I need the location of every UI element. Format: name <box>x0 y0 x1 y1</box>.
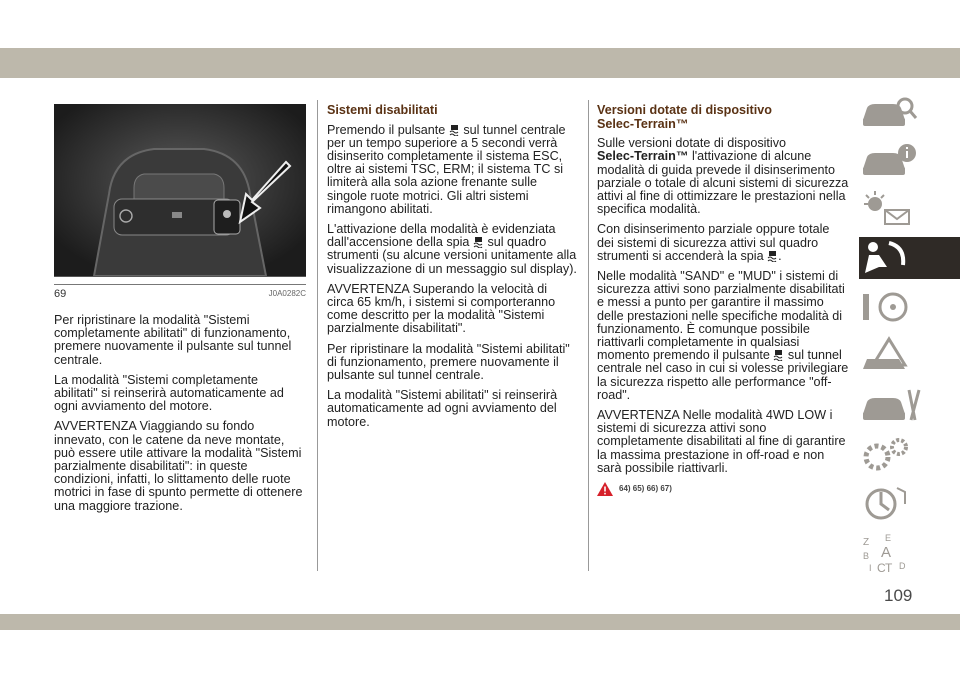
paragraph <box>327 223 577 276</box>
svg-text:B: B <box>863 551 870 561</box>
paragraph: AVVERTENZA Nelle modalità 4WD LOW i sistemi di sicurezza attivi sono completamente disabilitati al fine di garantire la massima prestazione in off-road e non sarà possibile riattivarli. <box>597 408 846 475</box>
media-nav-icon <box>859 482 960 524</box>
lights-message-icon <box>859 188 960 230</box>
esc-off-icon <box>767 250 778 262</box>
text: . <box>778 248 782 263</box>
text: Con disinserimento parziale oppure totale dei sistemi di sicurezza attivi sul quadro strumenti si accenderà la spia <box>597 222 830 263</box>
paragraph <box>597 223 849 263</box>
esc-off-icon <box>773 349 784 361</box>
paragraph <box>327 124 577 216</box>
paragraph: Per ripristinare la modalità "Sistemi completamente abilitati" di funzionamento, premere nuovamente il pulsante sul tunnel centrale. <box>54 313 292 367</box>
figure-code: J0A0282C <box>268 289 306 298</box>
tab-multimedia[interactable] <box>859 482 960 524</box>
tab-technical[interactable] <box>859 433 960 475</box>
svg-text:A: A <box>881 544 892 561</box>
text-bold: Selec-Terrain™ <box>597 149 689 164</box>
tab-safety[interactable] <box>859 237 960 279</box>
figure-caption <box>54 284 306 300</box>
tab-index[interactable] <box>859 531 960 573</box>
esc-off-icon <box>473 236 484 248</box>
svg-text:C: C <box>877 561 886 573</box>
tab-maintenance[interactable] <box>859 384 960 426</box>
page-number: 109 <box>884 586 913 605</box>
svg-text:E: E <box>885 533 892 543</box>
car-tools-icon <box>859 384 960 426</box>
figure-photo <box>54 104 306 277</box>
text: l'attivazione di alcune modalità di guida prevede il disinserimento parziale o totale di alcuni sistemi di sicurezza attivi al fine di ottimizzare le prestazioni nella specifica modalità. <box>597 149 849 217</box>
tab-car-search[interactable] <box>859 90 960 132</box>
tab-driving[interactable] <box>859 286 960 328</box>
heading-line: Versioni dotate di dispositivo <box>597 103 772 117</box>
text: L'attivazione della modalità è evidenziata dall'accensione della spia <box>327 222 556 250</box>
column-divider <box>588 100 589 571</box>
gears-icon <box>859 433 960 475</box>
text: sul tunnel centrale nel caso in cui si volesse privilegiare la sicurezza rispetto alle performance "off-road". <box>597 348 849 402</box>
text: sul quadro strumenti (su alcune versioni unitamente alla visualizzazione di un messaggio sul display). <box>327 235 577 276</box>
column-3 <box>597 104 849 496</box>
tab-lights-message[interactable] <box>859 188 960 230</box>
warning-reference <box>597 482 849 496</box>
car-search-icon <box>859 90 960 132</box>
airbag-person-icon <box>859 237 960 279</box>
bottom-band <box>0 614 960 630</box>
paragraph: AVVERTENZA Viaggiando su fondo innevato, con le catene da neve montate, può essere utile attivare la modalità "Sistemi parzialmente disabilitati": in queste condizioni, infatti, lo slittamento delle ruote motrici in fase di spunto permette di ottenere una maggiore trazione. <box>54 419 303 513</box>
alphabet-index-icon <box>859 531 960 573</box>
svg-text:T: T <box>885 561 893 573</box>
tab-car-info[interactable] <box>859 139 960 181</box>
esc-off-icon <box>449 124 460 136</box>
top-band <box>0 48 960 78</box>
svg-text:I: I <box>869 563 872 573</box>
svg-text:D: D <box>899 561 906 571</box>
paragraph <box>597 137 849 216</box>
column-2 <box>327 104 577 436</box>
warning-triangle-icon <box>597 482 613 496</box>
section-heading <box>597 104 849 131</box>
heading-line: Selec-Terrain™ <box>597 116 689 131</box>
svg-text:Z: Z <box>863 537 870 548</box>
section-heading: Sistemi disabilitati <box>327 103 438 117</box>
paragraph: AVVERTENZA Superando la velocità di circa 65 km/h, i sistemi si comporteranno come descritto per la modalità "Sistemi parzialmente disabilitati". <box>327 281 556 336</box>
figure-number: 69 <box>54 288 67 300</box>
column-1 <box>54 314 304 520</box>
warning-road-icon <box>859 335 960 377</box>
paragraph <box>597 270 849 402</box>
text: Nelle modalità "SAND" e "MUD" i sistemi di sicurezza attivi sono parzialmente disabilitati e messi a punto per garantire il massimo delle prestazioni nelle specifiche modalità di funzionamento. È comunque possibile riattivarli completamente in qualsiasi momento premendo il pulsante <box>597 269 845 363</box>
paragraph: La modalità "Sistemi abilitati" si reinserirà automaticamente ad ogni avviamento del motore. <box>327 388 558 429</box>
car-info-icon <box>859 139 960 181</box>
paragraph: La modalità "Sistemi completamente abilitati" si reinserirà automaticamente ad ogni avviamento del motore. <box>54 372 284 414</box>
warning-refs[interactable]: 64) 65) 66) 67) <box>619 484 672 494</box>
paragraph: Per ripristinare la modalità "Sistemi abilitati" di funzionamento, premere nuovamente il pulsante sul tunnel centrale. <box>327 341 570 383</box>
text: Premendo il pulsante <box>327 122 446 137</box>
text: Sulle versioni dotate di dispositivo <box>597 136 787 151</box>
steering-fuel-icon <box>859 286 960 328</box>
tab-emergency[interactable] <box>859 335 960 377</box>
column-divider <box>317 100 318 571</box>
text: sul tunnel centrale per un tempo superiore a 5 secondi verrà disinserito completamente il sistema ESC, oltre ai sistemi TSC, ERM; il sistema TC si limiterà alla sola azione frenante sulle singole ruote motrici. Gli altri sistemi rimangono abilitati. <box>327 122 566 216</box>
